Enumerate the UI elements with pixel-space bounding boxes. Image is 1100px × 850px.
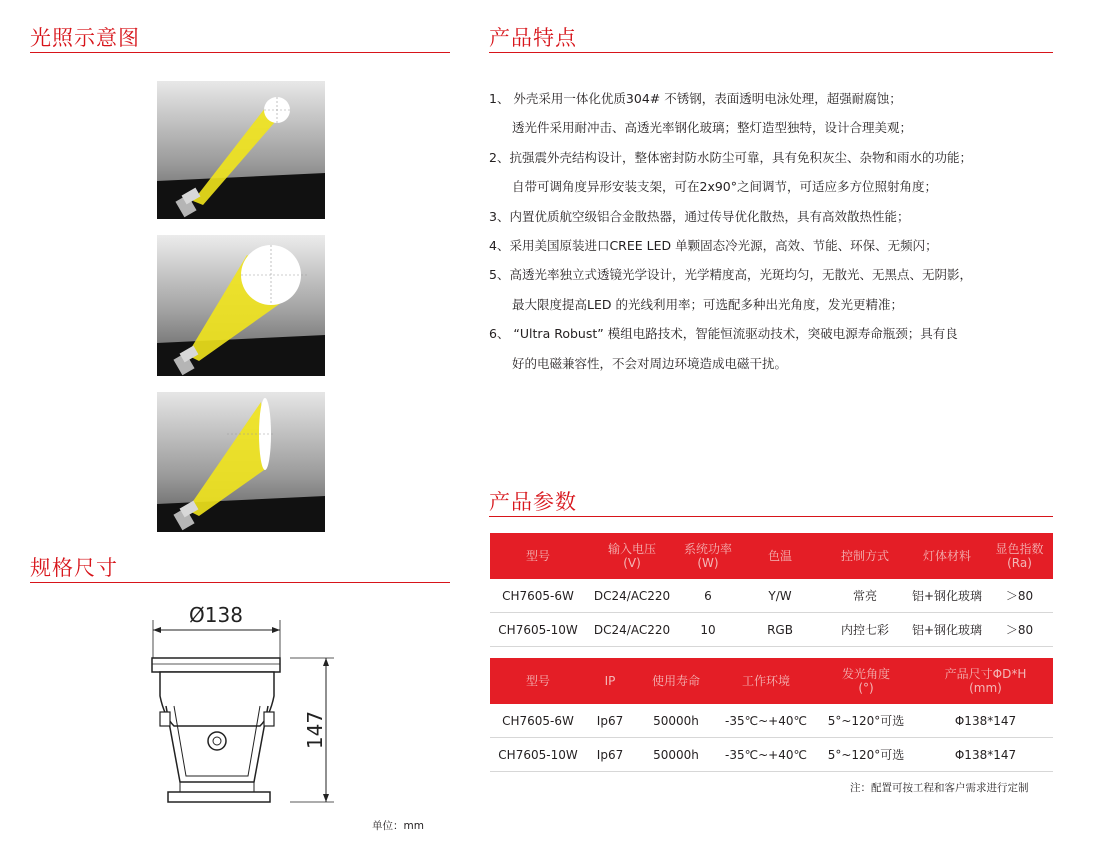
light-photo-wide-beam: [157, 235, 325, 376]
cell-power: 10: [678, 613, 738, 647]
feature-line: 自带可调角度异形安装支架，可在2x90°之间调节，可适应多方位照射角度；: [512, 179, 938, 195]
cell-beam-angle: 5°~120°可选: [814, 738, 918, 772]
cell-cri: ＞80: [986, 579, 1053, 613]
cell-lifespan: 50000h: [634, 738, 718, 772]
dimension-drawing: [140, 596, 360, 806]
cell-color-temp: Y/W: [738, 579, 822, 613]
table-row: [490, 738, 1053, 772]
feature-line: 好的电磁兼容性，不会对周边环境造成电磁干扰。: [512, 355, 788, 371]
cell-model: CH7605-10W: [490, 613, 586, 647]
cell-ip: Ip67: [586, 738, 634, 772]
header-model: 型号: [490, 533, 586, 579]
header-ip: IP: [586, 658, 634, 704]
cell-color-temp: RGB: [738, 613, 822, 647]
feature-line: 最大限度提高LED 的光线利用率；可选配多种出光角度，发光更精准；: [512, 296, 903, 312]
diameter-label: Ø138: [189, 603, 243, 627]
cell-model: CH7605-10W: [490, 738, 586, 772]
cell-lifespan: 50000h: [634, 704, 718, 738]
cell-size: Φ138*147: [918, 704, 1053, 738]
light-photo-narrow-beam: [157, 81, 325, 219]
cell-environment: -35℃~+40℃: [718, 704, 814, 738]
section-rule-features: [489, 52, 1053, 53]
light-photo-side-beam: [157, 392, 325, 532]
section-title-dimensions: 规格尺寸: [30, 556, 118, 580]
header-body-material: 灯体材料: [908, 533, 986, 579]
feature-line: 6、 “Ultra Robust” 模组电路技术，智能恒流驱动技术，突破电源寿命瓶颈；具有良: [489, 326, 958, 342]
header-control-mode: 控制方式: [822, 533, 908, 579]
cell-voltage: DC24/AC220: [586, 613, 678, 647]
cell-size: Φ138*147: [918, 738, 1053, 772]
cell-control: 常亮: [822, 579, 908, 613]
features-list: [489, 84, 1049, 378]
cell-control: 内控七彩: [822, 613, 908, 647]
header-lifespan: 使用寿命: [634, 658, 718, 704]
parameters-table-1: [490, 533, 1053, 647]
section-rule-dimensions: [30, 582, 450, 583]
cell-material: 铝+钢化玻璃: [908, 613, 986, 647]
section-title-light-diagram: 光照示意图: [30, 26, 140, 50]
cell-environment: -35℃~+40℃: [718, 738, 814, 772]
customization-note: 注：配置可按工程和客户需求进行定制: [850, 782, 1029, 794]
cell-beam-angle: 5°~120°可选: [814, 704, 918, 738]
header-color-temp: 色温: [738, 533, 822, 579]
table-row: [490, 579, 1053, 613]
section-title-features: 产品特点: [489, 26, 577, 50]
cell-model: CH7605-6W: [490, 579, 586, 613]
feature-line: 2、抗强震外壳结构设计，整体密封防水防尘可靠，具有免积灰尘、杂物和雨水的功能；: [489, 149, 972, 165]
table-row: [490, 613, 1053, 647]
cell-ip: Ip67: [586, 704, 634, 738]
cell-power: 6: [678, 579, 738, 613]
header-environment: 工作环境: [718, 658, 814, 704]
header-cri: 显色指数 (Ra): [986, 533, 1053, 579]
header-product-size: 产品尺寸ΦD*H (mm): [918, 658, 1053, 704]
section-rule-parameters: [489, 516, 1053, 517]
header-input-voltage: 输入电压 (V): [586, 533, 678, 579]
cell-voltage: DC24/AC220: [586, 579, 678, 613]
header-beam-angle: 发光角度 (°): [814, 658, 918, 704]
header-model: 型号: [490, 658, 586, 704]
feature-line: 5、高透光率独立式透镜光学设计，光学精度高，光斑均匀，无散光、无黑点、无阴影，: [489, 267, 972, 283]
feature-line: 4、采用美国原装进口CREE LED 单颗固态冷光源，高效、节能、环保、无频闪；: [489, 238, 938, 254]
cell-material: 铝+钢化玻璃: [908, 579, 986, 613]
section-rule-light-diagram: [30, 52, 450, 53]
cell-cri: ＞80: [986, 613, 1053, 647]
feature-line: 透光件采用耐冲击、高透光率钢化玻璃；整灯造型独特，设计合理美观；: [512, 120, 913, 136]
header-system-power: 系统功率 (W): [678, 533, 738, 579]
section-title-parameters: 产品参数: [489, 490, 577, 514]
feature-line: 3、内置优质航空级铝合金散热器，通过传导优化散热，具有高效散热性能；: [489, 208, 910, 224]
unit-label: 单位：mm: [372, 820, 424, 832]
height-label: 147: [303, 710, 327, 750]
feature-line: 1、 外壳采用一体化优质304# 不锈钢，表面透明电泳处理，超强耐腐蚀；: [489, 91, 902, 106]
table-row: [490, 704, 1053, 738]
cell-model: CH7605-6W: [490, 704, 586, 738]
parameters-table-2: [490, 658, 1053, 772]
